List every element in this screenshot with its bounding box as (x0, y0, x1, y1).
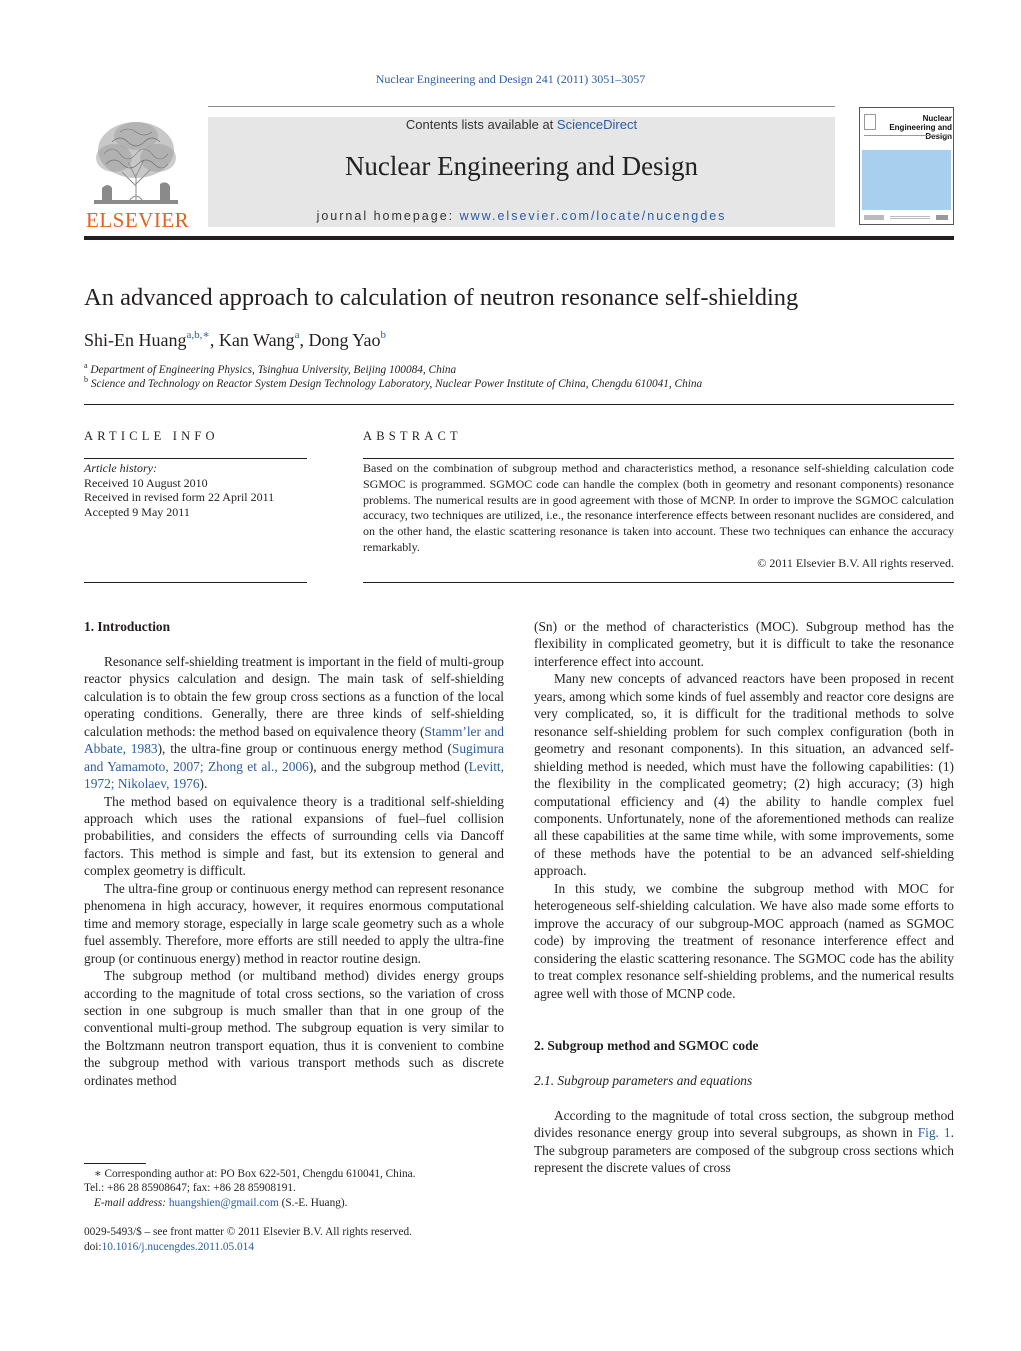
front-matter (84, 1225, 504, 1255)
email-suffix: (S.-E. Huang). (278, 1196, 348, 1209)
cover-title: Nuclear Engineering and Design (889, 114, 952, 141)
contents-prefix: Contents lists available at (405, 117, 557, 132)
abstract-copyright: © 2011 Elsevier B.V. All rights reserved. (757, 556, 954, 570)
paragraph-text: ), and the subgroup method ( (308, 758, 469, 774)
author-name[interactable]: Shi-En Huang (84, 330, 187, 350)
paragraph-text: . The subgroup parameters are composed of the subgroup cross sections which represent the discrete values of cross (534, 1125, 954, 1175)
footnote-rule (84, 1163, 146, 1164)
article-history (84, 461, 307, 519)
author-name[interactable]: Dong Yao (308, 330, 381, 350)
author-affiliation-sup[interactable]: b (380, 329, 386, 341)
homepage-prefix: journal homepage: (316, 209, 460, 223)
paragraph: In this study, we combine the subgroup method with MOC for heterogeneous self-shielding calculation. We have also made some efforts to improve the accuracy of our subgroup-MOC approach (named as SGMOC code) by improving the treatment of resonance interference effect and considering the elastic scattering resonance. The SGMOC code has the ability to treat complex resonance self-shielding problems, and the numerical results agree well with those of MCNP code. (534, 880, 954, 1001)
body-column-left (84, 618, 504, 1089)
journal-name: Nuclear Engineering and Design (344, 151, 699, 181)
cover-footer-icon (864, 214, 950, 221)
article-info-rule-bottom (84, 582, 307, 583)
paragraph (534, 1107, 954, 1177)
paragraph: The ultra-fine group or continuous energy method can represent resonance phenomena in high accuracy, however, it requires enormous computational time and memory storage, especially in large scale geometry such as a whole fuel assembly. Therefore, more efforts are still needed to apply the ultra-fine group (or continuous energy) method in reactor routine design. (84, 880, 504, 966)
abstract-rule (363, 458, 954, 459)
email-link[interactable]: huangshien@gmail.com (168, 1196, 279, 1209)
footnote (84, 1167, 504, 1210)
sciencedirect-link[interactable]: ScienceDirect (556, 117, 638, 132)
journal-banner (208, 117, 835, 227)
contents-line (208, 117, 835, 132)
history-label: Article history: (84, 461, 157, 475)
article-title: An advanced approach to calculation of neutron resonance self-shielding (84, 284, 799, 311)
author-affiliation-sup[interactable]: a (294, 329, 300, 341)
doi-prefix: doi: (84, 1241, 102, 1253)
contact-phone: Tel.: +86 28 85908647; fax: +86 28 85908191. (84, 1182, 296, 1195)
corresponding-author-note: ∗ Corresponding author at: PO Box 622-501, Chengdu 610041, China. (94, 1168, 416, 1180)
cover-image-block (862, 150, 951, 210)
journal-citation[interactable]: Nuclear Engineering and Design 241 (2011) 3051–3057 (375, 72, 646, 86)
email-label: E-mail address: (94, 1196, 169, 1209)
paragraph-text: Resonance self-shielding treatment is important in the field of multi-group reactor physics calculation and design. The main task of self-shielding calculation is to obtain the few group cross sections as a function of the local operating conditions. Generally, there are three kinds of self-shielding calculation methods: the method based on equivalence theory ( (84, 653, 504, 739)
journal-homepage-line (208, 209, 835, 223)
affiliation-text: Science and Technology on Reactor System Design Technology Laboratory, Nuclear Power Institute of China, Chengdu 610041, China (90, 377, 703, 390)
abstract-heading: ABSTRACT (363, 429, 462, 443)
accepted-date: Accepted 9 May 2011 (84, 504, 190, 519)
citation-link[interactable]: Levitt, 1972; Nikolaev, 1976 (84, 758, 504, 792)
affiliation-sup: a (84, 361, 88, 370)
header-rule (208, 106, 835, 107)
header-rule-thick (84, 236, 954, 240)
cover-logo-icon (864, 114, 876, 130)
author-affiliation-sup[interactable]: a,b,∗ (186, 329, 210, 341)
figure-link[interactable]: Fig. 1 (917, 1125, 951, 1141)
affiliation-a (84, 361, 456, 376)
paragraph-text: ). (199, 776, 208, 792)
paragraph: The subgroup method (or multiband method) divides energy groups according to the magnitude of total cross sections, so the variation of cross section in one subgroup is much smaller than that in one group of the conventional multi-group method. The subgroup equation is very similar to the Boltzmann neutron transport equation, thus it is convenient to combine the subgroup method with various transport methods such as discrete ordinates method (84, 968, 504, 1088)
cover-subtitle-rule (864, 135, 950, 139)
journal-cover-thumbnail[interactable] (859, 107, 954, 225)
paragraph: The method based on equivalence theory is a traditional self-shielding approach which uses the rational expansions of fuel–fuel collision probabilities, and considers the effects of surrounding cells via Dancoff factors. This method is simple and fast, but its extension to general and complex geometry is difficult. (84, 793, 504, 879)
paragraph-continued: (Sn) or the method of characteristics (MOC). Subgroup method has the flexibility in complicated geometry, but it is difficult to take the resonance interference effect into account. (534, 619, 954, 669)
author-separator: , (299, 330, 309, 350)
paragraph-text: ), the ultra-fine group or continuous energy method ( (157, 741, 452, 757)
citation-link[interactable]: Sugimura and Yamamoto, 2007; Zhong et al., 2006 (84, 741, 504, 774)
section-rule (84, 404, 954, 405)
elsevier-wordmark: ELSEVIER (86, 208, 190, 232)
author-name[interactable]: Kan Wang (218, 330, 295, 350)
abstract-text: Based on the combination of subgroup method and characteristics method, a resonance self-shielding calculation code SGMOC is programmed. SGMOC code can handle the complex (both in geometry and resonant components) resonance problems. The numerical results are in good agreement with those of MCNP. In order to improve the SGMOC calculation accuracy, two techniques are utilized, i.e., the resonance interference effects between resonant nuclides are considered, and on the other hand, the elastic scattering resonance is taken into account. These two techniques can enhance the accuracy remarkably. (363, 461, 954, 554)
revised-date: Received in revised form 22 April 2011 (84, 490, 275, 504)
affiliation-text: Department of Engineering Physics, Tsinghua University, Beijing 100084, China (90, 363, 457, 376)
elsevier-logo[interactable] (84, 114, 188, 230)
citation-link[interactable]: Stamm’ler and Abbate, 1983 (84, 723, 504, 757)
body-column-right (534, 618, 954, 1176)
article-info-rule (84, 458, 307, 459)
paragraph: Many new concepts of advanced reactors have been proposed in recent years, among which some kinds of fuel assembly and reactor core designs are very complicated, so, it is difficult for the traditional methods to solve resonance self-shielding problem for such complex configuration (both in geometry and resonant components). In this situation, an advanced self-shielding method is needed, which must have the following capabilities: (1) the flexibility in the complicated geometry; (2) high accuracy; (3) high computational efficiency and (4) the ability to handle complex fuel components. Unfortunately, none of the aforementioned methods can realize all these capabilities at the same time while, with some improvements, some of these methods have the potential to be an advanced self-shielding approach. (534, 671, 954, 879)
paragraph-text: According to the magnitude of total cross section, the subgroup method divides resonance energy group into several subgroups, as shown in (534, 1107, 954, 1141)
email-line (84, 1196, 504, 1210)
homepage-link[interactable]: www.elsevier.com/locate/nucengdes (459, 209, 727, 223)
article-info-heading: ARTICLE INFO (84, 429, 219, 443)
affiliation-sup: b (84, 375, 88, 384)
subsection-heading: 2.1. Subgroup parameters and equations (534, 1072, 753, 1088)
issn-line: 0029-5493/$ – see front matter © 2011 Elsevier B.V. All rights reserved. (84, 1226, 412, 1238)
abstract-rule-bottom (363, 582, 954, 583)
affiliation-b (84, 375, 702, 390)
section-heading-introduction: 1. Introduction (84, 619, 171, 634)
doi-line (84, 1240, 504, 1255)
paragraph (84, 653, 504, 793)
author-list (84, 328, 386, 351)
section-heading-subgroup-method: 2. Subgroup method and SGMOC code (534, 1037, 759, 1053)
received-date: Received 10 August 2010 (84, 475, 208, 490)
doi-link[interactable]: 10.1016/j.nucengdes.2011.05.014 (101, 1241, 254, 1253)
author-separator: , (209, 330, 219, 350)
